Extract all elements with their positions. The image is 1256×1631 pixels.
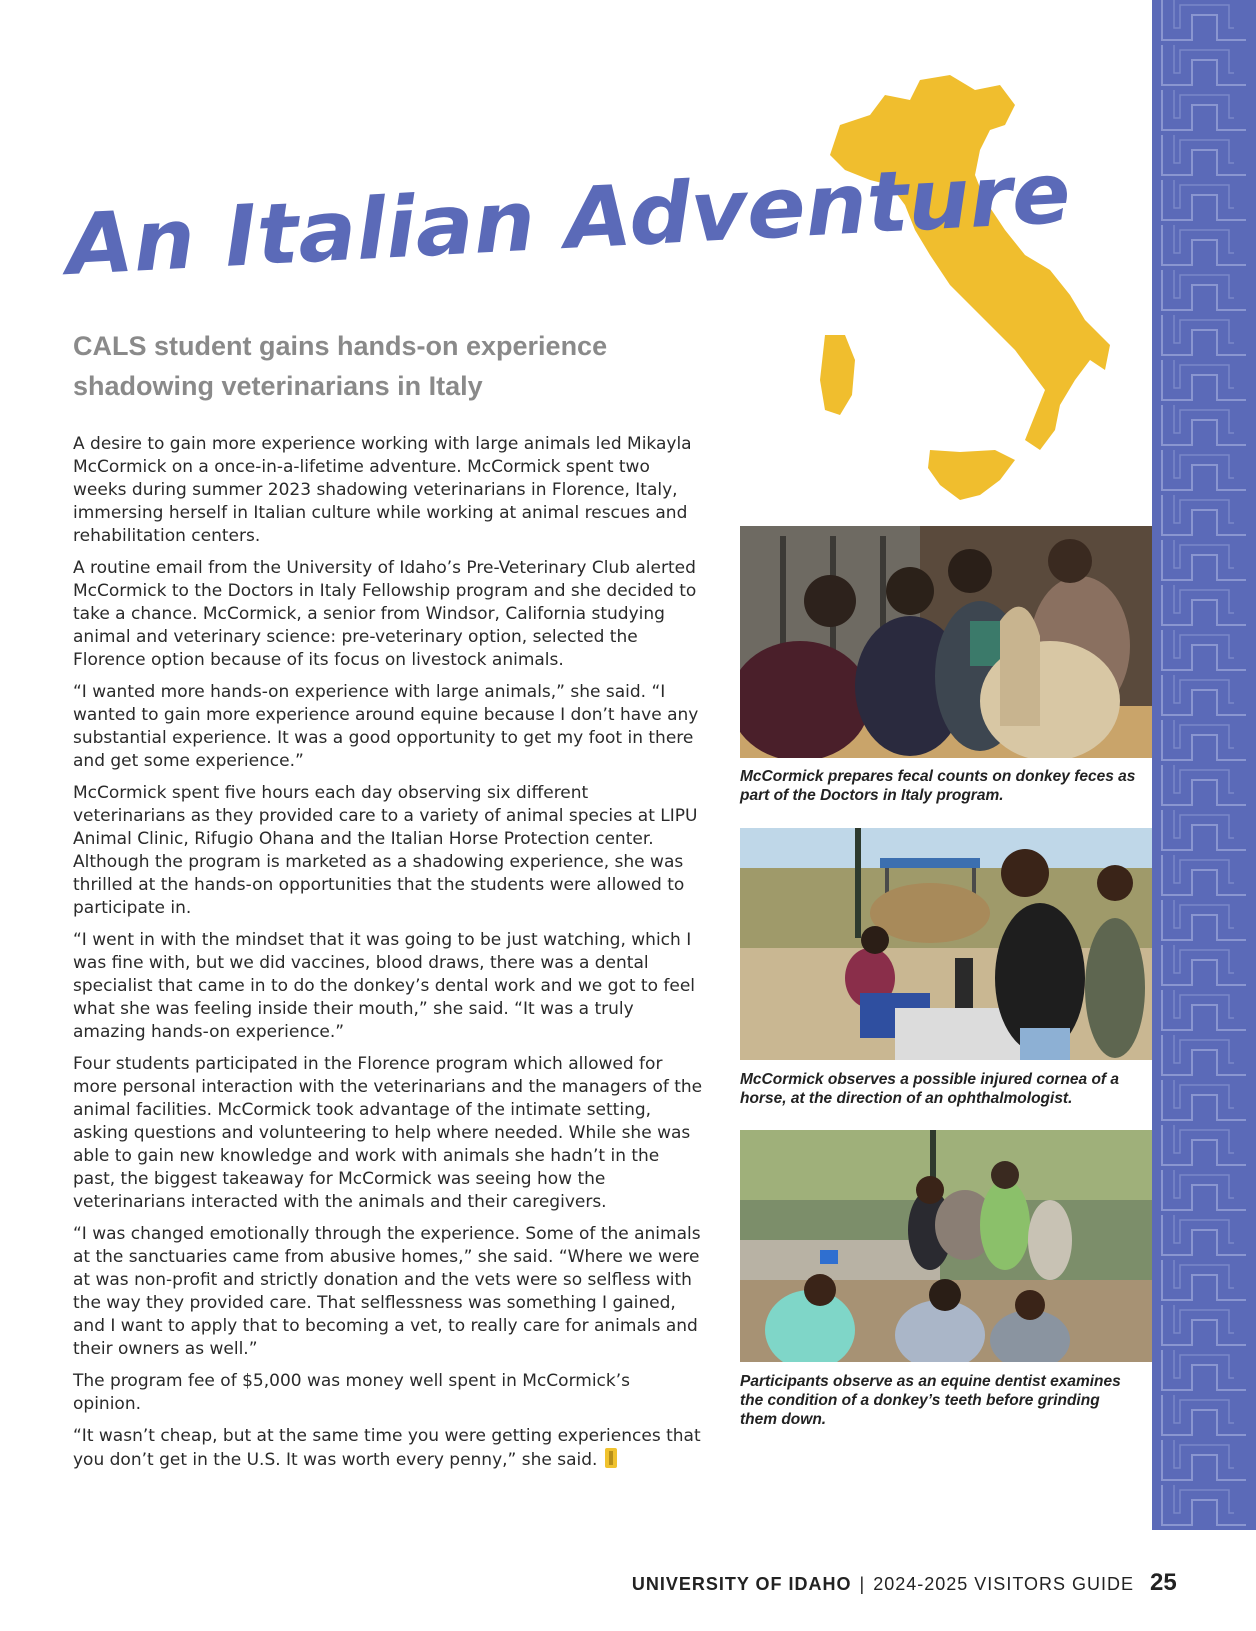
end-of-article-icon <box>605 1448 617 1468</box>
page-footer <box>632 1574 1134 1595</box>
footer-separator: | <box>859 1574 866 1594</box>
page-number: 25 <box>1150 1569 1177 1596</box>
photo-equine-dentist <box>740 1130 1152 1362</box>
photo-caption-3: Participants observe as an equine dentist examines the condition of a donkey’s teeth before grinding them down. <box>740 1373 1121 1428</box>
paragraph-2: A routine email from the University of Idaho’s Pre-Veterinary Club alerted McCormick to the Doctors in Italy Fellowship program and she decided to take a chance. McCormick, a senior from Windsor, California studying animal and veterinary science: pre-veterinary option, selected the Florence option because of its focus on livestock animals. <box>73 558 697 670</box>
paragraph-5: “I went in with the mindset that it was going to be just watching, which I was fine with, but we did vaccines, blood draws, there was a dental specialist that came in to do the donkey’s dental work and we got to feel what she was feeling inside their mouth,” she said. “It was a truly amazing hands-on experience.” <box>73 930 696 1042</box>
photo-fecal-counts <box>740 526 1152 758</box>
article-body <box>73 433 703 1481</box>
paragraph-6: Four students participated in the Florence program which allowed for more personal interaction with the veterinarians and the managers of the animal facilities. McCormick took advantage of the intimate setting, asking questions and volunteering to help where needed. While she was able to gain new knowledge and work with animals she hadn’t in the past, the biggest takeaway for McCormick was seeing how the veterinarians interacted with the animals and their caregivers. <box>73 1054 703 1212</box>
paragraph-9-text: “It wasn’t cheap, but at the same time you were getting experiences that you don’t get in the U.S. It was worth every penny,” she said. <box>73 1426 701 1470</box>
footer-university: UNIVERSITY OF IDAHO <box>631 1574 852 1594</box>
italy-map-graphic <box>800 70 1150 530</box>
article-subtitle: CALS student gains hands-on experience shadowing veterinarians in Italy <box>73 331 608 401</box>
page-title-text: An Italian Adventure <box>64 145 1046 295</box>
paragraph-9 <box>73 1425 703 1472</box>
decorative-side-band <box>1152 0 1256 1530</box>
page-title <box>64 145 1146 295</box>
paragraph-1: A desire to gain more experience working with large animals led Mikayla McCormick on a once-in-a-lifetime adventure. McCormick spent two weeks during summer 2023 shadowing veterinarians in Florence, Italy, immersing herself in Italian culture while working at animal rescues and rehabilitation centers. <box>73 434 692 546</box>
paragraph-3: “I wanted more hands-on experience with large animals,” she said. “I wanted to gain more experience around equine because I don’t have any substantial experience. It was a good opportunity to get my foot in there and get some experience.” <box>73 682 699 771</box>
paragraph-8: The program fee of $5,000 was money well spent in McCormick’s opinion. <box>73 1371 630 1414</box>
paragraph-7: “I was changed emotionally through the experience. Some of the animals at the sanctuaries came from abusive homes,” she said. “Where we were at was non-profit and strictly donation and the vets were so selfless with the way they provided care. That selflessness was something I gained, and I want to apply that to becoming a vet, to really care for animals and their owners as well.” <box>73 1224 701 1359</box>
photo-caption-1: McCormick prepares fecal counts on donkey feces as part of the Doctors in Italy program. <box>740 768 1136 804</box>
photo-caption-2: McCormick observes a possible injured cornea of a horse, at the direction of an ophthalmologist. <box>740 1071 1120 1107</box>
footer-guide-title: 2024-2025 VISITORS GUIDE <box>873 1574 1134 1594</box>
photo-injured-cornea <box>740 828 1152 1060</box>
paragraph-4: McCormick spent five hours each day observing six different veterinarians as they provided care to a variety of animal species at LIPU Animal Clinic, Rifugio Ohana and the Italian Horse Protection center. Although the program is marketed as a shadowing experience, she was thrilled at the hands-on opportunities that the students were allowed to participate in. <box>73 783 698 918</box>
